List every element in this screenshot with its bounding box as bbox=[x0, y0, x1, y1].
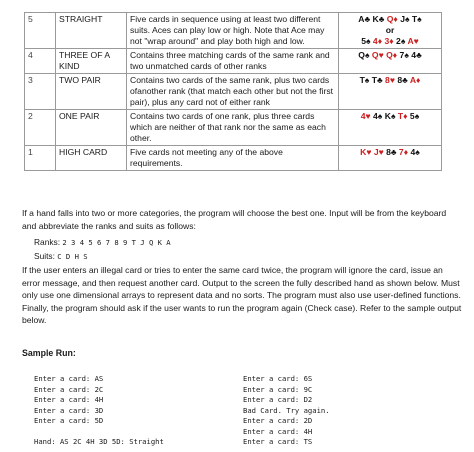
hand-name: THREE OF A KIND bbox=[56, 49, 127, 74]
poker-hands-table bbox=[24, 12, 442, 171]
example-line bbox=[342, 36, 438, 47]
card-glyph: J♥ bbox=[371, 147, 384, 157]
card-glyph: T♦ bbox=[395, 111, 408, 121]
hands-table-body bbox=[25, 13, 442, 171]
ranks-value: 2 3 4 5 6 7 8 9 T J Q K A bbox=[62, 238, 171, 247]
card-glyph: K♠ bbox=[382, 111, 396, 121]
card-glyph: Q♦ bbox=[384, 14, 398, 24]
suits-label: Suits: bbox=[34, 251, 55, 261]
card-glyph: A♦ bbox=[407, 75, 421, 85]
hand-rank: 3 bbox=[25, 74, 56, 110]
card-glyph: K♣ bbox=[370, 14, 385, 24]
hand-row bbox=[25, 49, 442, 74]
hand-example bbox=[339, 49, 442, 74]
card-glyph: 4♠ bbox=[370, 111, 383, 121]
hand-name: ONE PAIR bbox=[56, 110, 127, 146]
hand-description: Five cards not meeting any of the above requirements. bbox=[127, 146, 339, 171]
card-glyph: T♠ bbox=[359, 75, 370, 85]
card-glyph: T♣ bbox=[369, 75, 383, 85]
hand-name: HIGH CARD bbox=[56, 146, 127, 171]
card-glyph: 5♠ bbox=[361, 36, 371, 46]
card-glyph: A♥ bbox=[405, 36, 419, 46]
example-line bbox=[342, 111, 438, 122]
ranks-label: Ranks: bbox=[34, 237, 61, 247]
example-line bbox=[342, 147, 438, 158]
hand-example bbox=[339, 74, 442, 110]
example-line bbox=[342, 75, 438, 86]
card-glyph: Q♦ bbox=[383, 50, 398, 60]
card-glyph: 4♦ bbox=[370, 36, 383, 46]
card-glyph: K♥ bbox=[360, 147, 372, 157]
card-glyph: 3♦ bbox=[382, 36, 394, 46]
card-glyph: 4♠ bbox=[408, 147, 420, 157]
hand-rank: 2 bbox=[25, 110, 56, 146]
card-glyph: 2♠ bbox=[393, 36, 406, 46]
card-glyph: 7♠ bbox=[397, 50, 409, 60]
card-glyph: 8♥ bbox=[382, 75, 395, 85]
card-glyph: Q♠ bbox=[358, 50, 370, 60]
hand-description: Contains two cards of the same rank, plus two cards ofanother rank (that match each other but not the first pair), plus any card not of either rank bbox=[127, 74, 339, 110]
hand-description: Contains three matching cards of the same rank and two unmatched cards of other ranks bbox=[127, 49, 339, 74]
hand-rank: 1 bbox=[25, 146, 56, 171]
hand-example bbox=[339, 110, 442, 146]
hand-name: TWO PAIR bbox=[56, 74, 127, 110]
suits-value: C D H S bbox=[57, 252, 88, 261]
card-glyph: 4♥ bbox=[360, 111, 371, 121]
hand-example bbox=[339, 13, 442, 49]
hand-row bbox=[25, 74, 442, 110]
card-glyph: 7♦ bbox=[396, 147, 409, 157]
hand-name: STRAIGHT bbox=[56, 13, 127, 49]
ranks-line bbox=[34, 237, 171, 248]
hand-description: Contains two cards of one rank, plus three cards which are neither of that rank nor the same as each other. bbox=[127, 110, 339, 146]
hand-selection-paragraph: If a hand falls into two or more categories, the program will choose the best one. Input will be from the keyboard and abbreviate the ranks and suits as follows: bbox=[22, 208, 447, 231]
hand-description: Five cards in sequence using at least two different suits. Aces can play low or high. Note that Ace may not "wrap around" and play both high and low. bbox=[127, 13, 339, 49]
hand-row bbox=[25, 146, 442, 171]
card-glyph: 8♣ bbox=[383, 147, 397, 157]
example-line bbox=[342, 50, 438, 61]
sample-run-left: Enter a card: AS Enter a card: 2C Enter a card: 4H Enter a card: 3D Enter a card: 5D Hand: AS 2C 4H 3D 5D: Straight bbox=[34, 374, 164, 446]
card-glyph: 4♣ bbox=[408, 50, 422, 60]
card-glyph: T♠ bbox=[409, 14, 422, 24]
card-glyph: or bbox=[385, 25, 395, 35]
sample-run-heading: Sample Run: bbox=[22, 348, 76, 358]
hand-row bbox=[25, 110, 442, 146]
hand-row bbox=[25, 13, 442, 49]
card-glyph: 5♠ bbox=[407, 111, 420, 121]
hand-rank: 5 bbox=[25, 13, 56, 49]
example-line bbox=[342, 25, 438, 36]
example-line bbox=[342, 14, 438, 25]
hand-example bbox=[339, 146, 442, 171]
hand-rank: 4 bbox=[25, 49, 56, 74]
card-glyph: Q♥ bbox=[369, 50, 384, 60]
requirements-paragraph: If the user enters an illegal card or tries to enter the same card twice, the program will ignore the card, issue an error message, and then request another card. Output to the screen the fully described hand as shown below. Must only use one dimensional arrays to represent data and no sorts. The program must also use user-defined functions. Finally, the program should ask if the user wants to run the program again (Check case). Refer to the sample output below. bbox=[22, 265, 462, 325]
suits-line bbox=[34, 251, 88, 262]
card-glyph: J♠ bbox=[397, 14, 410, 24]
card-glyph: 8♣ bbox=[394, 75, 408, 85]
card-glyph: A♣ bbox=[358, 14, 371, 24]
sample-run-right: Enter a card: 6S Enter a card: 9C Enter a card: D2 Bad Card. Try again. Enter a card: 2D Enter a card: 4H Enter a card: TS bbox=[243, 374, 330, 446]
